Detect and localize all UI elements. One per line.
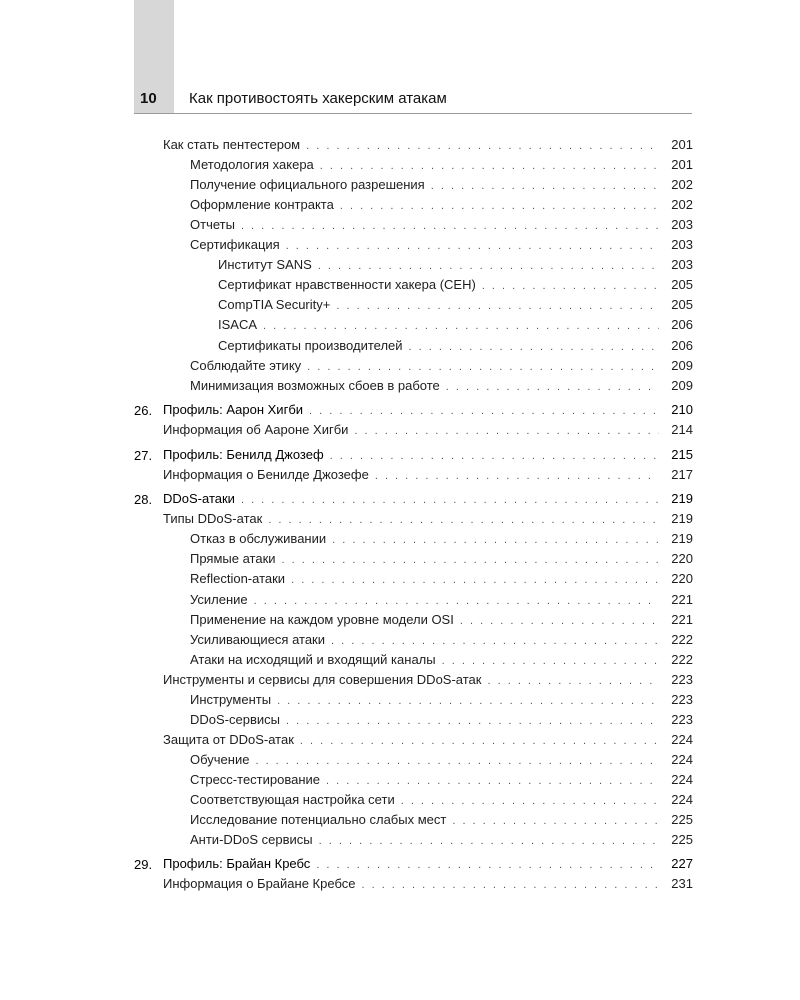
toc-entry-title: Инструменты и сервисы для совершения DDoS-атак: [163, 672, 482, 687]
toc-entry-page: 219: [671, 491, 693, 506]
toc-entry-page: 222: [671, 652, 693, 667]
toc-entry-title: Reflection-атаки: [190, 571, 286, 586]
toc-entry-page: 220: [671, 571, 693, 586]
toc-entry-title: Исследование потенциально слабых мест: [190, 812, 447, 827]
toc-leader: [401, 795, 659, 807]
toc-entry: [163, 137, 693, 153]
toc-chapter: [163, 491, 693, 507]
toc-leader: [409, 341, 659, 353]
toc-leader: [309, 405, 659, 417]
toc-entry: [218, 257, 693, 273]
toc-entry-title: Информация о Бенилде Джозефе: [163, 467, 369, 482]
toc-leader: [354, 425, 659, 437]
toc-entry: [190, 652, 693, 668]
toc-entry-page: 215: [671, 447, 693, 462]
toc-entry-page: 205: [671, 277, 693, 292]
toc-entry: [190, 692, 693, 708]
toc-leader: [319, 835, 659, 847]
toc-entry-title: Информация об Аароне Хигби: [163, 422, 349, 437]
toc-entry-title: Прямые атаки: [190, 551, 276, 566]
toc-entry-page: 231: [671, 876, 693, 891]
toc-entry-title: CompTIA Security+: [218, 297, 331, 312]
toc-entry-page: 225: [671, 832, 693, 847]
toc-entry-title: Инструменты: [190, 692, 272, 707]
toc-leader: [431, 180, 659, 192]
toc-entry: [190, 592, 693, 608]
toc-entry-title: DDoS-атаки: [163, 491, 235, 506]
toc-leader: [331, 635, 659, 647]
toc-entry: [190, 571, 693, 587]
toc-entry-page: 224: [671, 792, 693, 807]
toc-entry-page: 201: [671, 157, 693, 172]
toc-entry-title: Сертификат нравственности хакера (CEH): [218, 277, 476, 292]
toc-entry-page: 206: [671, 317, 693, 332]
toc-entry-page: 217: [671, 467, 693, 482]
toc-entry-title: Типы DDoS-атак: [163, 511, 263, 526]
toc-entry-page: 210: [671, 402, 693, 417]
toc-entry-page: 219: [671, 531, 693, 546]
toc-entry-page: 221: [671, 612, 693, 627]
toc-leader: [446, 381, 659, 393]
toc-leader: [255, 755, 659, 767]
toc-entry-page: 203: [671, 237, 693, 252]
toc-entry-title: Обучение: [190, 752, 250, 767]
toc-leader: [268, 514, 659, 526]
toc-leader: [340, 200, 659, 212]
toc-entry-page: 214: [671, 422, 693, 437]
toc-entry-page: 224: [671, 732, 693, 747]
toc-chapter: [163, 402, 693, 418]
toc-entry-title: Усиливающиеся атаки: [190, 632, 326, 647]
toc-entry: [163, 732, 693, 748]
toc-entry-page: 225: [671, 812, 693, 827]
toc-entry-title: Получение официального разрешения: [190, 177, 425, 192]
toc-entry-title: Методология хакера: [190, 157, 314, 172]
toc-entry-page: 201: [671, 137, 693, 152]
toc-entry-page: 205: [671, 297, 693, 312]
toc-entry: [190, 157, 693, 173]
toc-entry-title: Отказ в обслуживании: [190, 531, 327, 546]
toc-entry: [218, 338, 693, 354]
toc-entry-title: Профиль: Брайан Кребс: [163, 856, 311, 871]
toc-entry: [163, 672, 693, 688]
toc-chapter: [163, 856, 693, 872]
toc-entry-title: Стресс-тестирование: [190, 772, 321, 787]
toc-entry: [163, 876, 693, 892]
toc-entry: [190, 752, 693, 768]
toc-entry-title: Профиль: Аарон Хигби: [163, 402, 304, 417]
toc-entry-title: Информация о Брайане Кребсе: [163, 876, 356, 891]
toc-entry-title: Анти-DDoS сервисы: [190, 832, 313, 847]
toc-leader: [320, 160, 659, 172]
toc-entry: [218, 317, 693, 333]
toc-entry-title: DDoS-сервисы: [190, 712, 280, 727]
toc-entry-title: Профиль: Бенилд Джозеф: [163, 447, 324, 462]
toc-entry-title: Атаки на исходящий и входящий каналы: [190, 652, 436, 667]
toc-entry-page: 227: [671, 856, 693, 871]
toc-entry-title: Применение на каждом уровне модели OSI: [190, 612, 454, 627]
toc-leader: [300, 735, 659, 747]
toc-leader: [254, 595, 659, 607]
toc-entry-title: Как стать пентестером: [163, 137, 301, 152]
toc-leader: [241, 494, 659, 506]
toc-leader: [286, 240, 659, 252]
toc-entry: [190, 772, 693, 788]
toc-entry-title: Защита от DDoS-атак: [163, 732, 294, 747]
toc-entry-page: 202: [671, 197, 693, 212]
toc-leader: [330, 450, 659, 462]
running-title: Как противостоять хакерским атакам: [189, 90, 447, 107]
toc-entry-page: 209: [671, 358, 693, 373]
toc-entry: [218, 277, 693, 293]
toc-entry-title: Институт SANS: [218, 257, 312, 272]
toc-entry: [190, 712, 693, 728]
toc-entry-page: 224: [671, 752, 693, 767]
chapter-number: 29.: [134, 857, 153, 872]
toc-entry-page: 221: [671, 592, 693, 607]
toc-leader: [241, 220, 659, 232]
toc-entry-title: Соблюдайте этику: [190, 358, 302, 373]
toc-entry-title: Оформление контракта: [190, 197, 334, 212]
toc-entry-page: 209: [671, 378, 693, 393]
toc-leader: [263, 320, 659, 332]
toc-leader: [375, 470, 659, 482]
chapter-number: 27.: [134, 448, 153, 463]
toc-entry: [190, 812, 693, 828]
toc-leader: [482, 280, 659, 292]
toc-entry: [190, 217, 693, 233]
page-number: 10: [140, 90, 157, 107]
toc-entry-page: 219: [671, 511, 693, 526]
toc-entry: [190, 358, 693, 374]
toc-entry: [190, 551, 693, 567]
toc-leader: [326, 775, 659, 787]
toc-entry-page: 224: [671, 772, 693, 787]
chapter-number: 26.: [134, 403, 153, 418]
toc-entry-page: 206: [671, 338, 693, 353]
toc-entry-title: Минимизация возможных сбоев в работе: [190, 378, 440, 393]
toc-entry: [163, 511, 693, 527]
toc-leader: [336, 300, 659, 312]
toc-entry: [190, 197, 693, 213]
toc-entry: [163, 467, 693, 483]
toc-leader: [332, 534, 659, 546]
toc-entry-title: Соответствующая настройка сети: [190, 792, 395, 807]
toc-entry-page: 223: [671, 692, 693, 707]
toc-leader: [306, 140, 659, 152]
toc-leader: [286, 715, 659, 727]
toc-entry: [163, 422, 693, 438]
toc-entry-page: 203: [671, 217, 693, 232]
toc-entry-page: 223: [671, 672, 693, 687]
toc-entry: [190, 612, 693, 628]
toc-entry-title: Сертификация: [190, 237, 280, 252]
toc-leader: [277, 695, 659, 707]
toc-entry: [190, 792, 693, 808]
toc-entry-page: 220: [671, 551, 693, 566]
toc-entry-title: Сертификаты производителей: [218, 338, 403, 353]
toc-entry-page: 222: [671, 632, 693, 647]
toc-entry: [190, 632, 693, 648]
toc-entry: [190, 531, 693, 547]
toc-leader: [282, 554, 659, 566]
toc-entry: [190, 237, 693, 253]
toc-entry: [190, 177, 693, 193]
toc-leader: [307, 361, 659, 373]
toc-leader: [318, 260, 659, 272]
toc-entry: [218, 297, 693, 313]
toc-chapter: [163, 447, 693, 463]
toc-entry-title: Отчеты: [190, 217, 235, 232]
toc-entry-page: 223: [671, 712, 693, 727]
toc-entry-page: 202: [671, 177, 693, 192]
chapter-number: 28.: [134, 492, 153, 507]
toc-leader: [452, 815, 659, 827]
toc-leader: [291, 574, 659, 586]
toc-entry: [190, 378, 693, 394]
toc-entry-title: ISACA: [218, 317, 258, 332]
toc-entry: [190, 832, 693, 848]
toc-leader: [460, 615, 659, 627]
toc-entry-page: 203: [671, 257, 693, 272]
toc-leader: [361, 879, 659, 891]
toc-leader: [487, 675, 659, 687]
toc-leader: [316, 859, 659, 871]
toc-leader: [442, 655, 659, 667]
toc-entry-title: Усиление: [190, 592, 248, 607]
